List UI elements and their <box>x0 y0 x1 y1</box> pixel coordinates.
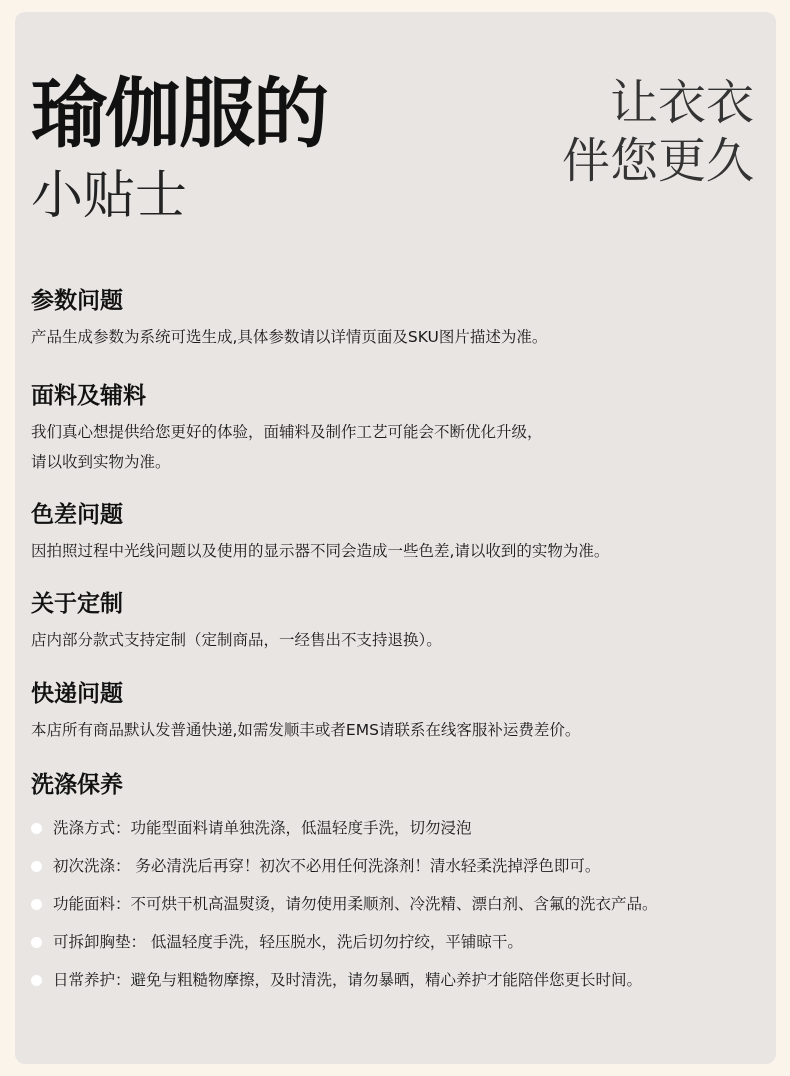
care-item <box>31 966 771 1004</box>
section-text: 因拍照过程中光线问题以及使用的显示器不同会造成一些色差,请以收到的实物为准。 <box>31 542 610 560</box>
section-heading: 快递问题 <box>31 681 123 707</box>
section-heading: 面料及辅料 <box>31 383 146 409</box>
section-text: 店内部分款式支持定制（定制商品，一经售出不支持退换）。 <box>31 631 442 649</box>
section-parameters <box>31 286 547 352</box>
bullet-dot-icon <box>31 823 42 834</box>
care-item <box>31 928 771 966</box>
section-text-line: 我们真心想提供给您更好的体验，面辅料及制作工艺可能会不断优化升级， <box>31 423 543 441</box>
section-heading: 洗涤保养 <box>31 772 123 798</box>
bullet-dot-icon <box>31 899 42 910</box>
care-list <box>31 814 771 1004</box>
section-heading: 关于定制 <box>31 591 123 617</box>
care-item-text: 可拆卸胸垫： 低温轻度手洗，轻压脱水，洗后切勿拧绞，平铺晾干。 <box>53 933 523 951</box>
section-text: 产品生成参数为系统可选生成,具体参数请以详情页面及SKU图片描述为准。 <box>31 328 548 346</box>
section-text: 本店所有商品默认发普通快递,如需发顺丰或者EMS请联系在线客服补运费差价。 <box>31 721 581 739</box>
slogan-line-2: 伴您更久 <box>561 133 754 189</box>
section-shipping <box>31 679 580 745</box>
slogan-line-1: 让衣衣 <box>609 75 754 131</box>
section-fabric <box>31 381 543 477</box>
care-item-text: 初次洗涤： 务必清洗后再穿！初次不必用任何洗涤剂！清水轻柔洗掉浮色即可。 <box>53 857 601 875</box>
care-item <box>31 814 771 852</box>
section-heading: 参数问题 <box>31 288 123 314</box>
care-item-text: 功能面料：不可烘干机高温熨烫，请勿使用柔顺剂、冷洗精、漂白剂、含氟的洗衣产品。 <box>53 895 658 913</box>
slogan <box>562 74 754 190</box>
section-text-line: 请以收到实物为准。 <box>31 453 171 471</box>
bullet-dot-icon <box>31 937 42 948</box>
page-title: 瑜伽服的 <box>31 69 327 158</box>
bullet-dot-icon <box>31 975 42 986</box>
care-item <box>31 890 771 928</box>
page-subtitle: 小贴士 <box>31 166 188 226</box>
bullet-dot-icon <box>31 861 42 872</box>
section-customization <box>31 589 442 655</box>
care-item-text: 洗涤方式：功能型面料请单独洗涤，低温轻度手洗，切勿浸泡 <box>53 819 472 837</box>
section-heading: 色差问题 <box>31 502 123 528</box>
section-color-difference <box>31 500 609 566</box>
care-item <box>31 852 771 890</box>
section-care <box>31 770 658 989</box>
section-text <box>31 417 543 477</box>
care-item-text: 日常养护：避免与粗糙物摩擦，及时清洗，请勿暴晒，精心养护才能陪伴您更长时间。 <box>53 971 643 989</box>
